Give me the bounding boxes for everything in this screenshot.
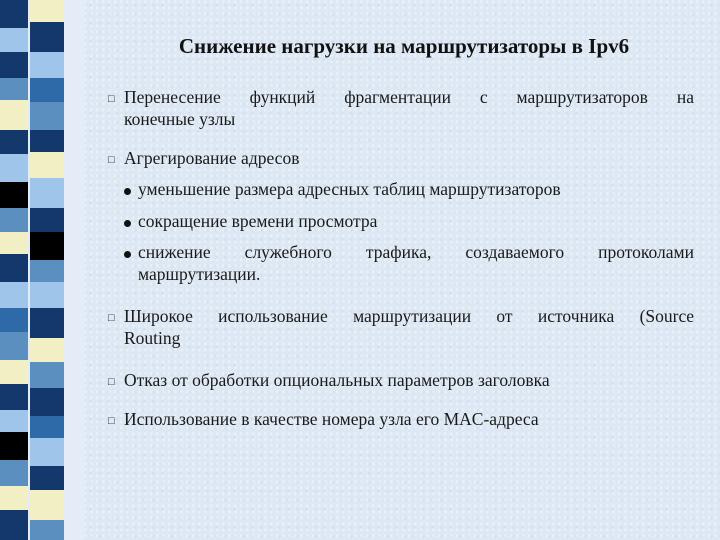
square-bullet-icon: □ xyxy=(108,154,115,166)
square-bullet-icon: □ xyxy=(108,415,115,427)
stripe-cell xyxy=(30,152,64,178)
stripe-cell xyxy=(0,410,28,432)
bullet-text-line: Routing xyxy=(124,328,181,348)
stripe-cell xyxy=(0,208,28,232)
stripe-column-right xyxy=(30,0,64,540)
stripe-cell xyxy=(0,332,28,360)
round-bullet-icon xyxy=(124,188,131,195)
stripe-cell xyxy=(30,232,64,260)
sub-bullet-text: снижение служебного трафика, создаваемого протоколами xyxy=(138,242,694,262)
decorative-stripe-bar xyxy=(0,0,84,540)
round-bullet-icon xyxy=(124,251,131,258)
round-bullet-icon xyxy=(124,220,131,227)
sub-bullet-text: маршрутизации. xyxy=(138,264,261,284)
sub-bullet-item xyxy=(138,178,561,200)
stripe-cell xyxy=(0,28,28,52)
stripe-cell xyxy=(0,486,28,510)
sub-bullet-item xyxy=(138,241,694,285)
stripe-cell xyxy=(30,466,64,490)
stripe-cell xyxy=(30,178,64,208)
stripe-cell xyxy=(0,52,28,78)
sub-bullet-text: сокращение времени просмотра xyxy=(138,211,378,231)
bullet-text-line: Агрегирование адресов xyxy=(124,148,300,168)
stripe-cell xyxy=(30,102,64,130)
bullet-item xyxy=(124,408,539,430)
bullet-text-line: Перенесение функций фрагментации с маршрутизаторов на xyxy=(124,87,694,107)
slide-content xyxy=(84,0,720,540)
bullet-item xyxy=(124,369,550,391)
stripe-cell xyxy=(0,308,28,332)
stripe-cell xyxy=(0,254,28,282)
stripe-cell xyxy=(0,510,28,540)
stripe-cell xyxy=(0,432,28,460)
stripe-cell xyxy=(0,0,28,28)
stripe-cell xyxy=(30,22,64,52)
stripe-cell xyxy=(0,78,28,100)
stripe-cell xyxy=(30,490,64,520)
stripe-cell xyxy=(30,78,64,102)
bullet-text-line: Широкое использование маршрутизации от источника (Source xyxy=(124,306,694,326)
slide-title: Снижение нагрузки на маршрутизаторы в Ipv6 xyxy=(178,34,630,58)
square-bullet-icon: □ xyxy=(108,93,115,105)
stripe-cell xyxy=(30,260,64,282)
stripe-cell xyxy=(0,100,28,130)
stripe-cell xyxy=(30,388,64,416)
stripe-cell xyxy=(0,130,28,154)
stripe-cell xyxy=(30,282,64,308)
square-bullet-icon: □ xyxy=(108,376,115,388)
stripe-cell xyxy=(30,308,64,338)
bullet-item xyxy=(124,305,694,349)
stripe-cell xyxy=(0,154,28,182)
bullet-item xyxy=(124,147,299,169)
stripe-column-left xyxy=(0,0,28,540)
square-bullet-icon: □ xyxy=(108,312,115,324)
stripe-cell xyxy=(0,384,28,410)
stripe-cell xyxy=(0,182,28,208)
sub-bullet-text: уменьшение размера адресных таблиц маршрутизаторов xyxy=(138,179,561,199)
bullet-text-line: конечные узлы xyxy=(124,109,236,129)
bullet-text-line: Отказ от обработки опциональных параметров заголовка xyxy=(124,370,550,390)
stripe-cell xyxy=(30,130,64,152)
stripe-cell xyxy=(30,208,64,232)
stripe-cell xyxy=(30,438,64,466)
stripe-cell xyxy=(0,360,28,384)
stripe-cell xyxy=(0,282,28,308)
stripe-cell xyxy=(0,460,28,486)
stripe-cell xyxy=(30,520,64,540)
stripe-cell xyxy=(30,416,64,438)
bullet-text-line: Использование в качестве номера узла его MAC-адреса xyxy=(124,409,539,429)
bullet-item xyxy=(124,86,694,130)
stripe-cell xyxy=(30,52,64,78)
sub-bullet-item xyxy=(138,210,377,232)
stripe-cell xyxy=(30,338,64,362)
stripe-cell xyxy=(30,362,64,388)
stripe-cell xyxy=(30,0,64,22)
stripe-cell xyxy=(0,232,28,254)
